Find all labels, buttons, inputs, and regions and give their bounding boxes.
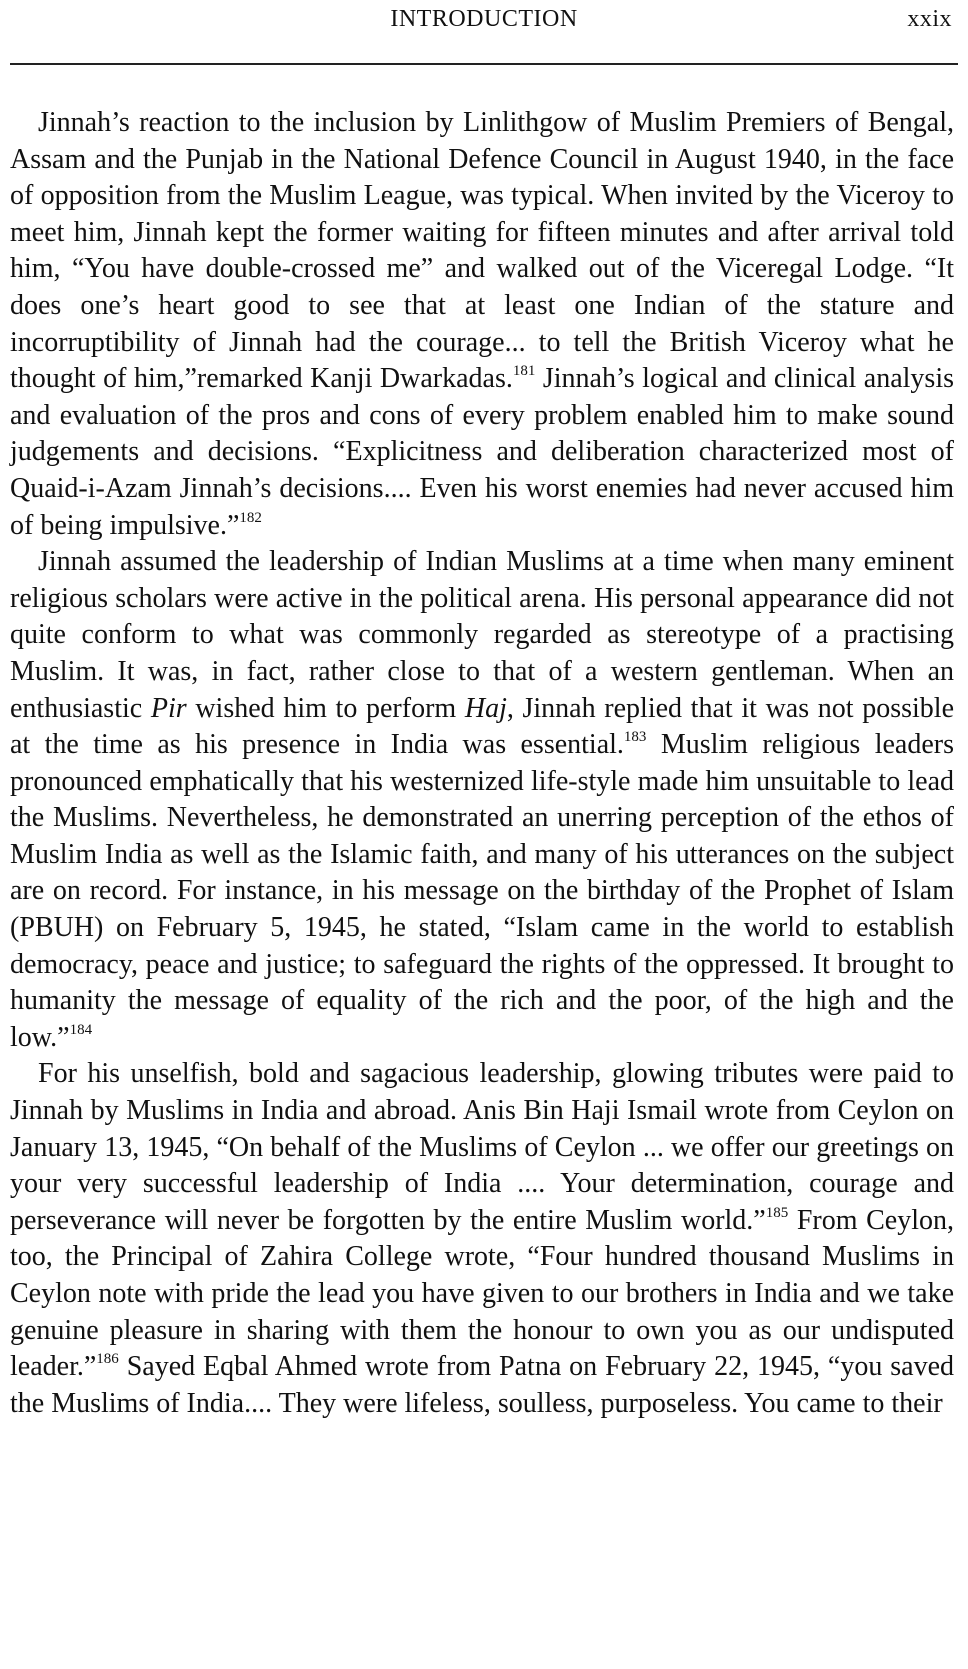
body-text xyxy=(10,105,954,1422)
text-run: Sayed Eqbal Ahmed wrote from Patna on February 22, 1945, “you saved the Muslims of India.... They were lifeless, soulless, purposeless. You came to their xyxy=(10,1351,954,1419)
text-run: , Jinnah replied that it was not possible at the time as his presence in India was essential. xyxy=(10,692,955,761)
footnote-ref: 181 xyxy=(512,363,536,380)
footnote-ref: 185 xyxy=(765,1204,789,1221)
paragraph-3 xyxy=(10,1056,954,1422)
italic-term: Haj xyxy=(464,692,507,724)
text-run: From Ceylon, too, the Principal of Zahira College wrote, “Four hundred thousand Muslims in Ceylon note with pride the lead you have given to our brothers in India and we take genuine pleasure in sharing with them the honour to own you as our undisputed leader.” xyxy=(10,1204,954,1383)
footnote-ref: 186 xyxy=(96,1351,119,1368)
text-run: Jinnah assumed the leadership of Indian Muslims at a time when many eminent religious scholars were active in the political arena. His personal appearance did not quite conform to what was commonly regarded as stereotype of a practising Muslim. It was, in fact, rather close to that of a western gentleman. When an enthusiastic xyxy=(10,546,954,724)
text-run: wished him to perform xyxy=(186,692,465,724)
footnote-ref: 183 xyxy=(623,729,647,746)
text-run: Muslim religious leaders pronounced emphatically that his westernized life-style made him unsuitable to lead the Muslims. Nevertheless, he demonstrated an unerring perception of the ethos of Muslim India as well as the Islamic faith, and many of his utterances on the subject are on record. For instance, in his message on the birthday of the Prophet of Islam (PBUH) on February 5, 1945, he stated, “Islam came in the world to establish democracy, peace and justice; to safeguard the rights of the oppressed. It brought to humanity the message of equality of the rich and the poor, of the high and the low.” xyxy=(10,729,954,1053)
text-run: Jinnah’s logical and clinical analysis and evaluation of the pros and cons of every problem enabled him to make sound judgements and decisions. “Explicitness and deliberation characterized most of Quaid-i-Azam Jinnah’s decisions.... Even his worst enemies had never accused him of being impulsive.” xyxy=(10,363,954,541)
paragraph-2 xyxy=(10,544,954,1056)
running-head xyxy=(10,6,958,40)
running-title: INTRODUCTION xyxy=(390,6,578,32)
italic-term: Pir xyxy=(150,692,187,724)
paragraph-1 xyxy=(10,105,954,544)
page-number: xxix xyxy=(907,6,952,32)
footnote-ref: 184 xyxy=(69,1021,93,1038)
footnote-ref: 182 xyxy=(239,509,262,526)
text-run: For his unselfish, bold and sagacious leadership, glowing tributes were paid to Jinnah by Muslims in India and abroad. Anis Bin Haji Ismail wrote from Ceylon on January 13, 1945, “On behalf of the Muslims of Ceylon ... we offer our greetings on your very successful leadership of India .... Your determination, courage and perseverance will never be forgotten by the entire Muslim world.” xyxy=(10,1058,954,1236)
text-run: Jinnah’s reaction to the inclusion by Linlithgow of Muslim Premiers of Bengal, Assam and the Punjab in the National Defence Council in August 1940, in the face of opposition from the Muslim League, was typical. When invited by the Viceroy to meet him, Jinnah kept the former waiting for fifteen minutes and after arrival told him, “You have double-crossed me” and walked out of the Viceregal Lodge. “It does one’s heart good to see that at least one Indian of the stature and incorruptibility of Jinnah had the courage... to tell the British Viceroy what he thought of him,”remarked Kanji Dwarkadas. xyxy=(10,107,954,395)
header-rule xyxy=(10,63,958,65)
